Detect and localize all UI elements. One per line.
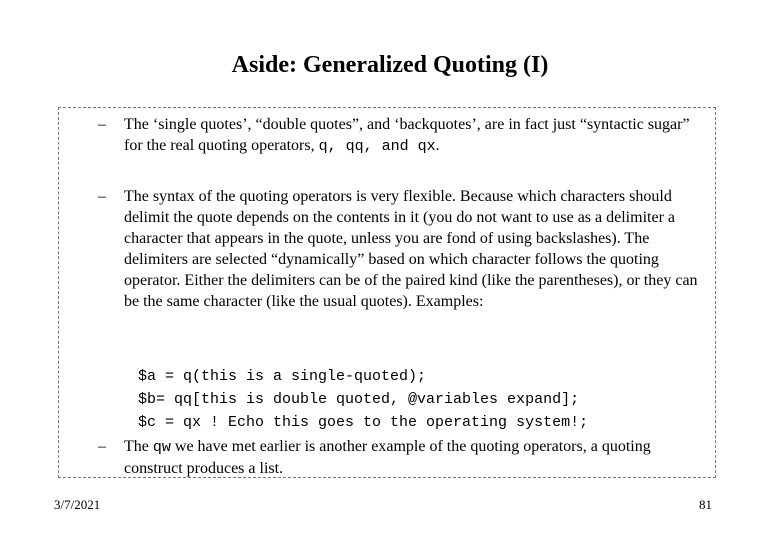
bullet-text bbox=[124, 436, 710, 479]
bullet-qw-after: we have met earlier is another example of the quoting operators, a quoting construct produces a list. bbox=[124, 438, 651, 477]
bullet-flexible-text: The syntax of the quoting operators is very flexible. Because which characters should delimit the quote depends on the contents in it (you do not want to use as a delimiter a character that appears in the quote, unless you are fond of using backslashes). The delimiters are selected “dynamically” based on which character follows the quoting operator. Either the delimiters can be of the paired kind (like the parentheses), or they can be the same character (like the usual quotes). Examples: bbox=[124, 188, 698, 310]
bullet-dash: – bbox=[98, 438, 106, 455]
bullet-flexible-syntax bbox=[98, 186, 710, 312]
bullet-dash: – bbox=[98, 116, 106, 133]
bullet-sugar-end: . bbox=[435, 137, 440, 154]
code-line: $c = qx ! Echo this goes to the operating system!; bbox=[138, 414, 589, 431]
slide-title: Aside: Generalized Quoting (I) bbox=[231, 52, 549, 78]
footer-date: 3/7/2021 bbox=[54, 497, 101, 512]
bullet-sugar-text: The ‘single quotes’, “double quotes”, and ‘backquotes’, are in fact just “syntactic sugar” for the real quoting operators, bbox=[124, 116, 690, 154]
bullet-text bbox=[124, 114, 710, 157]
code-line: $a = q(this is a single-quoted); bbox=[138, 368, 427, 385]
bullet-syntactic-sugar bbox=[98, 114, 710, 157]
page-number: 81 bbox=[699, 497, 712, 512]
inline-code-operators: q, qq, and qx bbox=[318, 138, 436, 155]
code-examples bbox=[138, 365, 588, 434]
inline-code-qw: qw bbox=[152, 439, 171, 456]
code-line: $b= qq[this is double quoted, @variables expand]; bbox=[138, 391, 580, 408]
bullet-dash: – bbox=[98, 188, 106, 205]
bullet-qw bbox=[98, 436, 710, 479]
bullet-qw-before: The bbox=[124, 438, 149, 455]
